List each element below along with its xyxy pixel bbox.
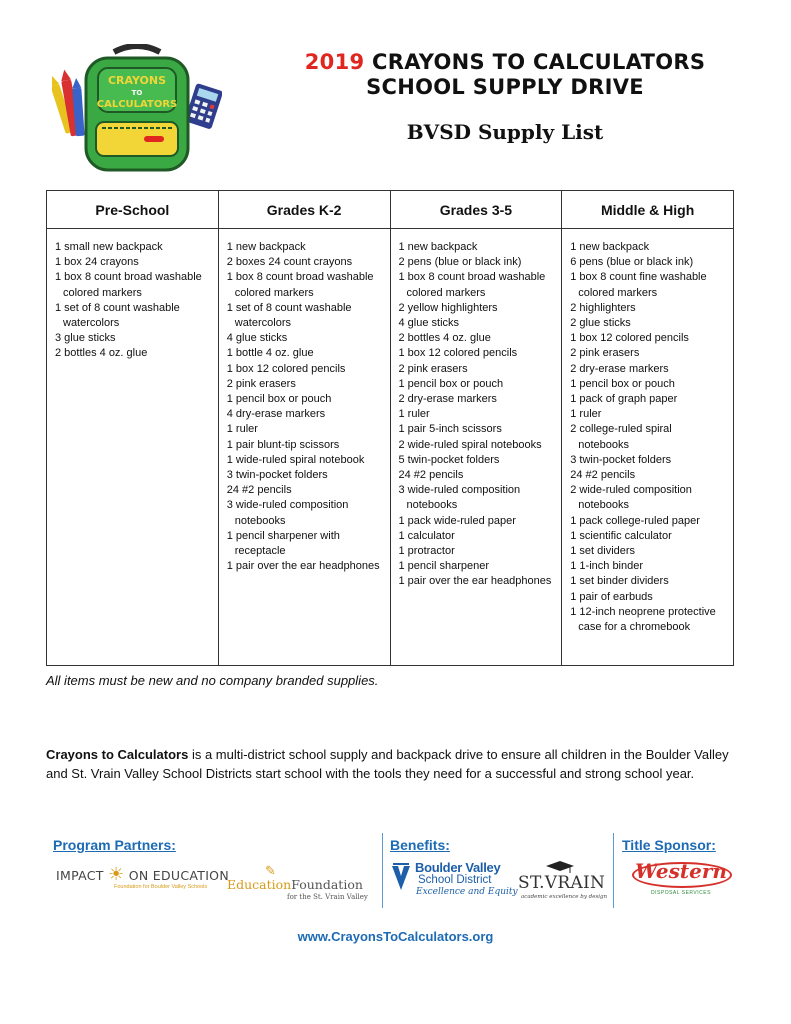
column-pre-school	[47, 191, 218, 665]
boulder-valley-school-district-logo[interactable]	[390, 860, 518, 904]
impact-on-education-logo[interactable]	[56, 864, 229, 904]
impact-subtitle: Foundation for Boulder Valley Schools	[114, 884, 208, 890]
list-item: 1 box 12 colored pencils	[398, 347, 518, 360]
column-middle-high	[561, 191, 733, 665]
list-item: 24 #2 pencils	[570, 469, 636, 482]
western-disposal-logo[interactable]	[628, 858, 734, 904]
bvsd-school-district: School District	[418, 874, 492, 886]
new-items-note: All items must be new and no company branded supplies.	[46, 673, 379, 688]
column-grades-k-2	[218, 191, 390, 665]
list-item: 4 glue sticks	[398, 317, 460, 330]
list-item: 1 set of 8 count washable watercolors	[55, 301, 180, 330]
pencil-icon: ✎	[265, 863, 276, 878]
impact-text: IMPACT	[56, 868, 104, 883]
list-item: 1 box 8 count broad washable colored markers	[398, 271, 546, 299]
column-grades-3-5	[390, 191, 562, 665]
list-item: 2 pink erasers	[570, 347, 640, 360]
list-item: 3 twin-pocket folders	[570, 453, 672, 466]
list-item: 2 glue sticks	[570, 317, 631, 330]
list-item: 4 dry-erase markers	[226, 408, 326, 421]
list-item: 1 set of 8 count washable watercolors	[226, 301, 352, 330]
title-sponsor-heading: Title Sponsor:	[622, 837, 716, 853]
title-year: 2019	[304, 50, 365, 74]
list-item: 1 ruler	[226, 423, 258, 436]
list-item: 2 dry-erase markers	[570, 362, 669, 375]
list-item: 1 box 8 count broad washable colored markers	[55, 271, 202, 299]
foundation-text: Foundation	[291, 877, 363, 892]
divider	[382, 833, 383, 908]
title-line-1	[270, 50, 740, 75]
column-heading: Grades K-2	[219, 191, 390, 229]
graduation-cap-icon	[545, 860, 575, 874]
about-text: is a multi-district school supply and backpack drive to ensure all children in the Boulder Valley and St. Vrain Valley School Districts start school with the tools they need for a successful and strong school year.	[46, 747, 729, 781]
western-subtitle: DISPOSAL SERVICES	[651, 890, 711, 896]
western-name: Western	[635, 859, 727, 883]
list-item: 1 pencil box or pouch	[398, 377, 504, 390]
list-item: 1 new backpack	[398, 241, 478, 253]
list-item: 1 box 8 count broad washable colored markers	[226, 271, 374, 299]
column-items	[219, 229, 390, 574]
logo-text-calculators: CALCULATORS	[96, 99, 178, 110]
education-foundation-subtitle: for the St. Vrain Valley	[287, 893, 368, 901]
st-vrain-name: ST.VRAIN	[518, 873, 606, 893]
list-item: 2 bottles 4 oz. glue	[55, 347, 148, 360]
list-item: 3 wide-ruled composition notebooks	[226, 499, 349, 527]
list-item: 1 pencil box or pouch	[226, 393, 332, 406]
list-item: 1 box 12 colored pencils	[570, 332, 689, 345]
list-item: 1 pack wide-ruled paper	[398, 514, 516, 527]
list-item: 1 bottle 4 oz. glue	[226, 347, 314, 360]
list-item: 1 pencil sharpener	[398, 560, 490, 573]
list-item: 1 box 12 colored pencils	[226, 362, 346, 375]
list-item: 1 1-inch binder	[570, 560, 644, 573]
title-line-1-text: CRAYONS TO CALCULATORS	[372, 50, 706, 74]
bvsd-name: Boulder Valley	[415, 860, 501, 875]
list-item: 2 wide-ruled composition notebooks	[570, 484, 692, 512]
list-item: 1 scientific calculator	[570, 529, 672, 542]
list-item: 24 #2 pencils	[398, 469, 464, 482]
bvsd-tagline: Excellence and Equity	[416, 887, 518, 897]
list-item: 2 highlighters	[570, 301, 636, 314]
list-item: 1 new backpack	[226, 241, 306, 253]
list-item: 2 pens (blue or black ink)	[398, 256, 522, 269]
column-items	[562, 229, 733, 635]
supply-table	[46, 190, 734, 666]
st-vrain-tagline: academic excellence by design	[521, 894, 608, 900]
list-item: 3 glue sticks	[55, 332, 116, 345]
bvsd-emblem-icon	[390, 862, 412, 892]
program-partners-heading: Program Partners:	[53, 837, 176, 853]
st-vrain-logo[interactable]	[515, 860, 608, 904]
list-item: 1 pencil sharpener with receptacle	[226, 529, 340, 558]
benefits-heading: Benefits:	[390, 837, 450, 853]
list-item: 1 ruler	[398, 408, 430, 421]
column-items	[47, 229, 218, 362]
list-item: 1 pair 5-inch scissors	[398, 423, 502, 436]
list-item: 5 twin-pocket folders	[398, 453, 500, 466]
list-item: 1 pencil box or pouch	[570, 377, 675, 390]
list-item: 2 pink erasers	[226, 377, 296, 390]
list-item: 1 set binder dividers	[570, 575, 669, 588]
on-education-text: ON EDUCATION	[128, 868, 229, 883]
list-item: 2 bottles 4 oz. glue	[398, 332, 491, 345]
list-item: 1 pair over the ear headphones	[398, 575, 552, 588]
list-item: 2 pink erasers	[398, 362, 468, 375]
education-foundation-logo[interactable]	[227, 863, 372, 903]
about-bold-name: Crayons to Calculators	[46, 747, 189, 762]
list-item: 3 wide-ruled composition notebooks	[398, 484, 521, 512]
list-item: 1 pair over the ear headphones	[226, 560, 380, 573]
title-line-2: SCHOOL SUPPLY DRIVE	[366, 75, 644, 99]
list-item: 1 calculator	[398, 529, 455, 542]
logo-text-crayons: CRAYONS	[107, 74, 167, 87]
list-item: 1 box 24 crayons	[55, 256, 139, 269]
list-item: 1 pack of graph paper	[570, 393, 678, 406]
list-item: 24 #2 pencils	[226, 484, 292, 497]
column-heading: Pre-School	[47, 191, 218, 229]
list-item: 1 wide-ruled spiral notebook	[226, 453, 365, 466]
list-item: 2 yellow highlighters	[398, 301, 498, 314]
education-text: Education	[227, 877, 292, 892]
list-item: 1 pair of earbuds	[570, 590, 653, 603]
about-paragraph	[46, 745, 746, 783]
column-heading: Middle & High	[562, 191, 733, 229]
list-item: 3 twin-pocket folders	[226, 469, 328, 482]
subtitle: BVSD Supply List	[406, 120, 604, 144]
list-item: 1 protractor	[398, 545, 455, 558]
list-item: 2 college-ruled spiral notebooks	[570, 423, 672, 451]
list-item: 1 set dividers	[570, 545, 636, 558]
list-item: 2 dry-erase markers	[398, 393, 497, 406]
list-item: 2 wide-ruled spiral notebooks	[398, 438, 542, 451]
website-link[interactable]: www.CrayonsToCalculators.org	[297, 929, 494, 944]
list-item: 1 new backpack	[570, 241, 650, 253]
list-item: 1 pair blunt-tip scissors	[226, 438, 340, 451]
list-item: 1 ruler	[570, 408, 602, 421]
page-title	[270, 50, 740, 144]
list-item: 1 12-inch neoprene protective case for a chromebook	[570, 605, 716, 634]
logo-text-to: TO	[131, 89, 143, 97]
divider	[613, 833, 614, 908]
list-item: 2 boxes 24 count crayons	[226, 256, 353, 269]
list-item: 1 pack college-ruled paper	[570, 514, 700, 527]
column-heading: Grades 3-5	[391, 191, 562, 229]
column-items	[391, 229, 562, 590]
list-item: 1 box 8 count fine washable colored markers	[570, 271, 707, 299]
sun-icon: ☀	[108, 864, 125, 885]
crayons-to-calculators-logo	[52, 44, 222, 176]
list-item: 6 pens (blue or black ink)	[570, 256, 694, 269]
list-item: 4 glue sticks	[226, 332, 288, 345]
list-item: 1 small new backpack	[55, 241, 163, 253]
